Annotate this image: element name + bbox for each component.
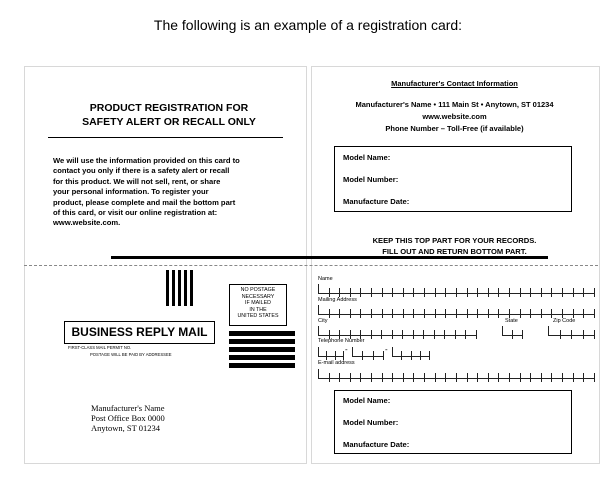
- character-box[interactable]: [489, 373, 500, 382]
- title-line-2: SAFETY ALERT OR RECALL ONLY: [82, 116, 256, 128]
- character-box[interactable]: [552, 373, 563, 382]
- character-box[interactable]: [330, 288, 341, 297]
- character-box[interactable]: [393, 288, 404, 297]
- notice-line: for this product. We will not sell, rent, or share: [53, 176, 221, 186]
- address-label: Mailing Address: [318, 297, 357, 303]
- character-box[interactable]: [457, 373, 468, 382]
- character-box[interactable]: [424, 330, 435, 339]
- character-box[interactable]: [510, 373, 521, 382]
- character-box[interactable]: [340, 288, 351, 297]
- character-box[interactable]: [456, 330, 467, 339]
- character-box[interactable]: [468, 309, 479, 318]
- character-box[interactable]: [503, 330, 513, 339]
- character-box[interactable]: [412, 351, 421, 360]
- model-number-label: Model Number:: [343, 418, 399, 427]
- email-field[interactable]: [318, 369, 595, 379]
- character-box[interactable]: [330, 373, 341, 382]
- character-box[interactable]: [521, 288, 532, 297]
- character-box[interactable]: [572, 330, 584, 339]
- address-line: Manufacturer's Name: [91, 403, 165, 413]
- postal-bar: [229, 331, 295, 336]
- barcode-icon: [166, 270, 196, 306]
- character-box[interactable]: [574, 309, 585, 318]
- character-box[interactable]: [561, 330, 573, 339]
- tear-line: [24, 265, 598, 266]
- character-box[interactable]: [382, 330, 393, 339]
- contact-info-title: Manufacturer's Contact Information: [391, 79, 518, 88]
- page-heading: The following is an example of a registration card:: [153, 17, 463, 33]
- postal-bar: [229, 339, 295, 344]
- character-box[interactable]: [446, 309, 457, 318]
- phone-prefix-field[interactable]: [352, 347, 384, 357]
- character-box[interactable]: [531, 373, 542, 382]
- no-postage-line: IN THE: [249, 306, 267, 313]
- manufacture-date-label: Manufacture Date:: [343, 440, 410, 449]
- character-box[interactable]: [372, 288, 383, 297]
- character-box[interactable]: [510, 288, 521, 297]
- character-box[interactable]: [383, 373, 394, 382]
- model-name-label: Model Name:: [343, 153, 391, 162]
- character-box[interactable]: [336, 351, 344, 360]
- character-box[interactable]: [414, 309, 425, 318]
- character-box[interactable]: [584, 288, 595, 297]
- character-box[interactable]: [319, 351, 327, 360]
- character-box[interactable]: [436, 373, 447, 382]
- business-reply-mail-title: BUSINESS REPLY MAIL: [64, 321, 215, 344]
- character-box[interactable]: [446, 373, 457, 382]
- no-postage-line: UNITED STATES: [237, 313, 279, 320]
- city-field[interactable]: [318, 326, 477, 336]
- character-box[interactable]: [319, 309, 330, 318]
- character-box[interactable]: [563, 373, 574, 382]
- address-line: Post Office Box 0000: [91, 413, 165, 423]
- character-box[interactable]: [457, 309, 468, 318]
- character-box[interactable]: [330, 309, 341, 318]
- notice-line: of this card, or visit our online registration at:: [53, 208, 218, 218]
- contact-phone: Phone Number – Toll-Free (if available): [385, 124, 524, 133]
- character-box[interactable]: [340, 309, 351, 318]
- character-box[interactable]: [404, 288, 415, 297]
- character-box[interactable]: [436, 309, 447, 318]
- character-box[interactable]: [402, 351, 411, 360]
- character-box[interactable]: [574, 288, 585, 297]
- phone-area-field[interactable]: [318, 347, 344, 357]
- character-box[interactable]: [521, 373, 532, 382]
- postal-bar: [229, 347, 295, 352]
- phone-separator: -: [345, 345, 348, 354]
- address-line: Anytown, ST 01234: [91, 423, 161, 433]
- character-box[interactable]: [542, 309, 553, 318]
- character-box[interactable]: [327, 351, 335, 360]
- character-box[interactable]: [414, 330, 425, 339]
- city-label: City: [318, 318, 328, 324]
- character-box[interactable]: [393, 373, 404, 382]
- character-box[interactable]: [425, 288, 436, 297]
- character-box[interactable]: [489, 309, 500, 318]
- character-box[interactable]: [372, 373, 383, 382]
- character-box[interactable]: [552, 288, 563, 297]
- character-box[interactable]: [340, 373, 351, 382]
- character-box[interactable]: [414, 373, 425, 382]
- bottom-model-box: [334, 390, 572, 454]
- postal-bar: [229, 355, 295, 360]
- character-box[interactable]: [489, 288, 500, 297]
- character-box[interactable]: [393, 309, 404, 318]
- character-box[interactable]: [468, 373, 479, 382]
- character-box[interactable]: [499, 288, 510, 297]
- no-postage-box: [229, 284, 287, 326]
- manufacture-date-label: Manufacture Date:: [343, 197, 410, 206]
- character-box[interactable]: [513, 330, 523, 339]
- character-box[interactable]: [531, 288, 542, 297]
- brm-permit: FIRST-CLASS MAIL PERMIT NO.: [68, 345, 132, 350]
- title-line-1: PRODUCT REGISTRATION FOR: [89, 102, 249, 114]
- return-address: [91, 403, 165, 433]
- character-box[interactable]: [383, 309, 394, 318]
- notice-line: product, please complete and mail the bottom part: [53, 197, 236, 207]
- model-name-label: Model Name:: [343, 396, 391, 405]
- state-label: State: [505, 318, 518, 324]
- phone-label: Telephone Number: [318, 338, 365, 344]
- character-box[interactable]: [549, 330, 561, 339]
- character-box[interactable]: [563, 288, 574, 297]
- character-box[interactable]: [361, 288, 372, 297]
- character-box[interactable]: [319, 373, 330, 382]
- character-box[interactable]: [542, 288, 553, 297]
- character-box[interactable]: [361, 373, 372, 382]
- zip-label: Zip Code: [553, 318, 576, 324]
- character-box[interactable]: [521, 309, 532, 318]
- registration-title: [58, 101, 280, 129]
- character-box[interactable]: [372, 309, 383, 318]
- name-field[interactable]: [318, 284, 595, 294]
- no-postage-line: NO POSTAGE: [240, 287, 276, 293]
- model-number-label: Model Number:: [343, 175, 399, 184]
- character-box[interactable]: [383, 288, 394, 297]
- notice-line: contact you only if there is a safety alert or recall: [53, 166, 230, 176]
- return-notice: FILL OUT AND RETURN BOTTOM PART.: [382, 247, 527, 256]
- name-label: Name: [318, 276, 333, 282]
- character-box[interactable]: [478, 288, 489, 297]
- character-box[interactable]: [435, 330, 446, 339]
- postal-bar: [229, 363, 295, 368]
- phone-line-field[interactable]: [392, 347, 430, 357]
- character-box[interactable]: [468, 288, 479, 297]
- character-box[interactable]: [510, 309, 521, 318]
- contact-address: Manufacturer's Name • 111 Main St • Anytown, ST 01234: [355, 100, 554, 109]
- title-underline: [48, 137, 283, 138]
- character-box[interactable]: [372, 330, 383, 339]
- character-box[interactable]: [421, 351, 430, 360]
- no-postage-line: IF MAILED: [245, 300, 271, 307]
- keep-notice: KEEP THIS TOP PART FOR YOUR RECORDS.: [372, 236, 537, 245]
- character-box[interactable]: [478, 309, 489, 318]
- character-box[interactable]: [584, 309, 595, 318]
- privacy-notice: [53, 156, 278, 229]
- character-box[interactable]: [404, 309, 415, 318]
- zip-field[interactable]: [548, 326, 595, 336]
- character-box[interactable]: [584, 330, 596, 339]
- character-box[interactable]: [584, 373, 595, 382]
- character-box[interactable]: [403, 330, 414, 339]
- contact-website[interactable]: www.website.com: [422, 112, 487, 121]
- address-field[interactable]: [318, 305, 595, 315]
- character-box[interactable]: [478, 373, 489, 382]
- character-box[interactable]: [499, 373, 510, 382]
- character-box[interactable]: [552, 309, 563, 318]
- character-box[interactable]: [574, 373, 585, 382]
- character-box[interactable]: [361, 309, 372, 318]
- brm-paid-by: POSTAGE WILL BE PAID BY ADDRESSEE: [90, 352, 172, 357]
- character-box[interactable]: [393, 330, 404, 339]
- character-box[interactable]: [542, 373, 553, 382]
- character-box[interactable]: [374, 351, 384, 360]
- character-box[interactable]: [351, 309, 362, 318]
- top-model-box: [334, 146, 572, 212]
- fold-line: [111, 256, 548, 259]
- character-box[interactable]: [351, 288, 362, 297]
- phone-separator: -: [385, 345, 388, 354]
- character-box[interactable]: [446, 288, 457, 297]
- character-box[interactable]: [445, 330, 456, 339]
- character-box[interactable]: [414, 288, 425, 297]
- character-box[interactable]: [457, 288, 468, 297]
- notice-line: your personal information. To register your: [53, 187, 209, 197]
- state-field[interactable]: [502, 326, 523, 336]
- email-label: E-mail address: [318, 360, 355, 366]
- character-box[interactable]: [466, 330, 477, 339]
- notice-line: We will use the information provided on this card to: [53, 156, 240, 165]
- character-box[interactable]: [363, 351, 373, 360]
- character-box[interactable]: [393, 351, 402, 360]
- character-box[interactable]: [436, 288, 447, 297]
- character-box[interactable]: [425, 309, 436, 318]
- notice-line[interactable]: www.website.com.: [53, 218, 121, 228]
- character-box[interactable]: [425, 373, 436, 382]
- character-box[interactable]: [353, 351, 363, 360]
- no-postage-line: NECESSARY: [241, 293, 275, 300]
- character-box[interactable]: [351, 373, 362, 382]
- character-box[interactable]: [499, 309, 510, 318]
- character-box[interactable]: [531, 309, 542, 318]
- character-box[interactable]: [563, 309, 574, 318]
- character-box[interactable]: [319, 288, 330, 297]
- character-box[interactable]: [404, 373, 415, 382]
